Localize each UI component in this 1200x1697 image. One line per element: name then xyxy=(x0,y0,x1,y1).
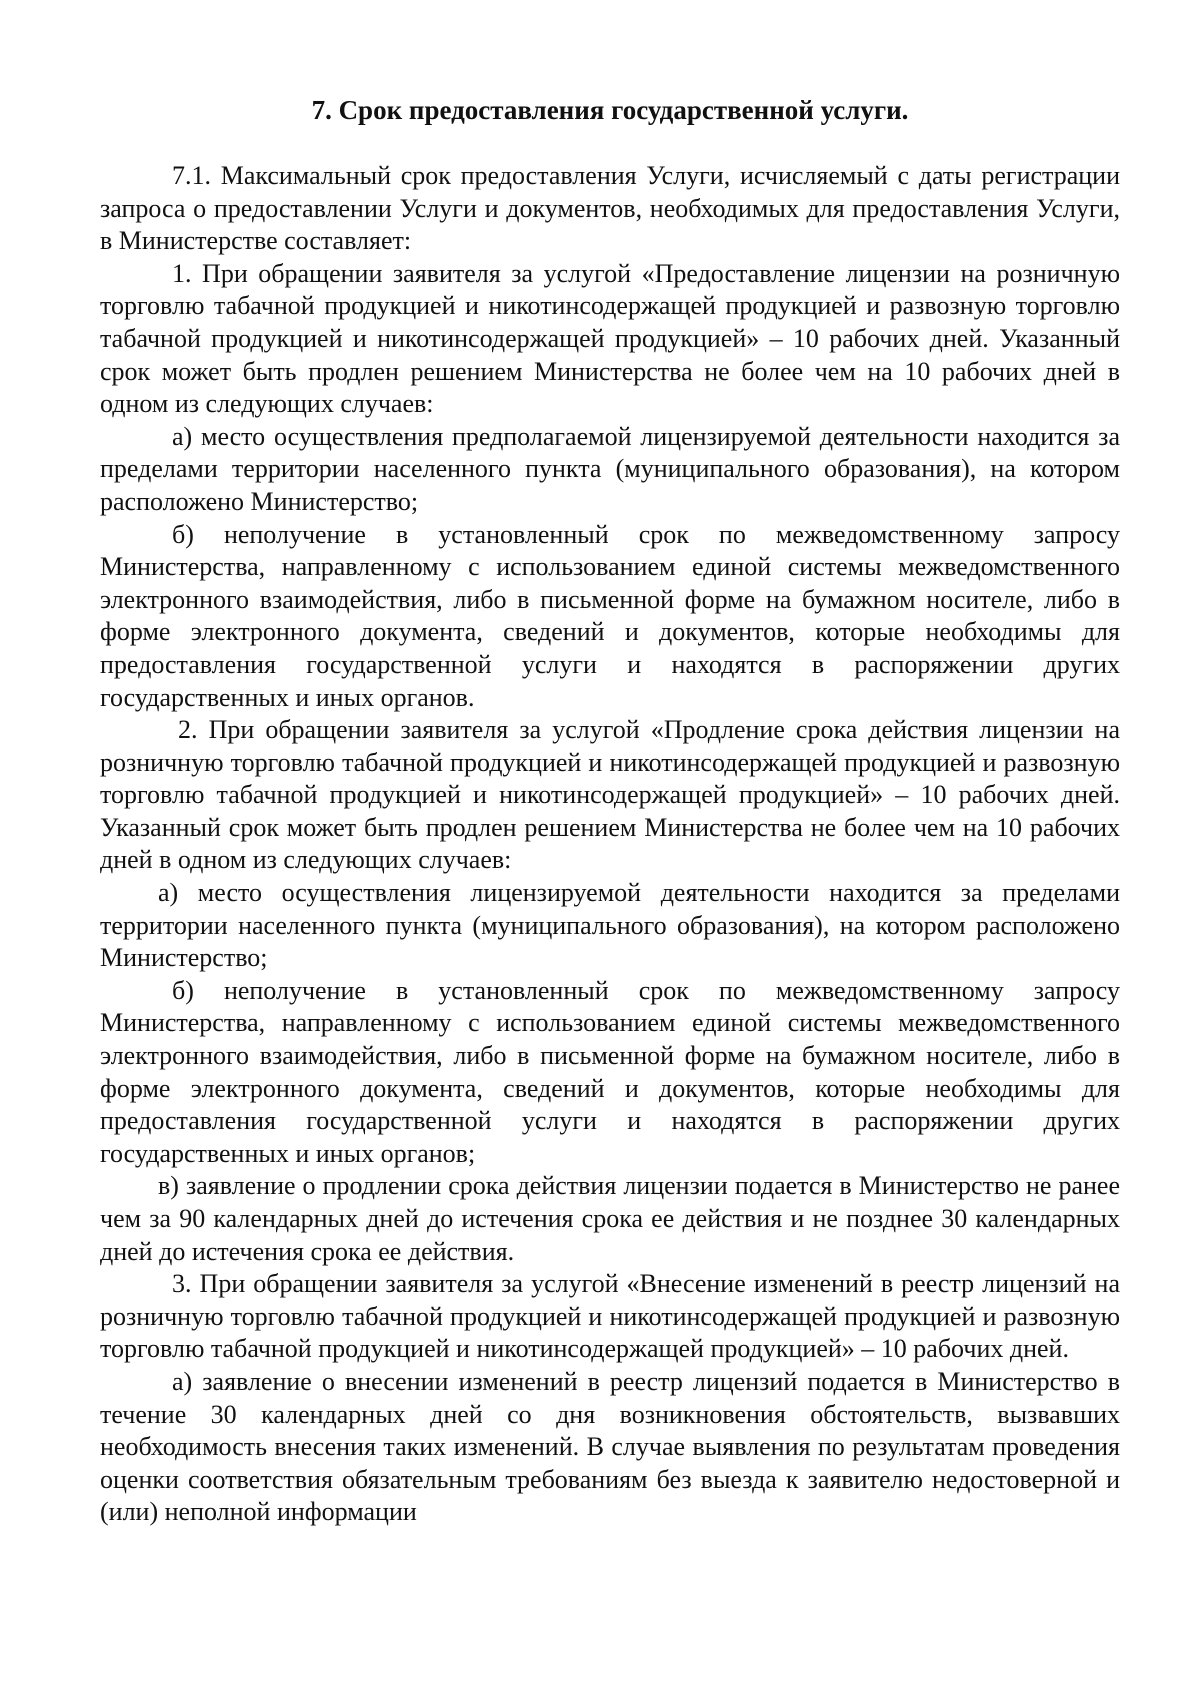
paragraph-item-2-v: в) заявление о продлении срока действия лицензии подается в Министерство не ранее чем за 90 календарных дней до истечения срока ее действия и не позднее 30 календарных дней до истечения срока ее действия. xyxy=(100,1171,1120,1266)
paragraph-item-2: 2. При обращении заявителя за услугой «Продление срока действия лицензии на розничную торговлю табачной продукцией и никотинсодержащей продукцией и развозную торговлю табачной продукцией и никотинсодержащей продукцией» – 10 рабочих дней. Указанный срок может быть продлен решением Министерства не более чем на 10 рабочих дней в одном из следующих случаев: xyxy=(100,715,1120,875)
paragraph-item-3: 3. При обращении заявителя за услугой «Внесение изменений в реестр лицензий на розничную торговлю табачной продукцией и никотинсодержащей продукцией и развозную торговлю табачной продукцией и никотинсодержащей продукцией» – 10 рабочих дней. xyxy=(100,1269,1120,1364)
paragraph-item-2-a: а) место осуществления лицензируемой деятельности находится за пределами территории населенного пункта (муниципального образования), на котором расположено Министерство; xyxy=(100,878,1120,973)
section-body xyxy=(100,160,1120,1529)
section-heading: 7. Срок предоставления государственной услуги. xyxy=(311,95,909,125)
paragraph-item-1-a: а) место осуществления предполагаемой лицензируемой деятельности находится за пределами территории населенного пункта (муниципального образования), на котором расположено Министерство; xyxy=(100,421,1120,516)
paragraph-item-2-b: б) неполучение в установленный срок по межведомственному запросу Министерства, направленному с использованием единой системы межведомственного электронного взаимодействия, либо в письменной форме на бумажном носителе, либо в форме электронного документа, сведений и документов, которые необходимы для предоставления государственной услуги и находятся в распоряжении других государственных и иных органов; xyxy=(100,975,1120,1168)
paragraph-item-3-a: а) заявление о внесении изменений в реестр лицензий подается в Министерство в течение 30 календарных дней со дня возникновения обстоятельств, вызвавших необходимость внесения таких изменений. В случае выявления по результатам проведения оценки соответствия обязательным требованиям без выезда к заявителю недостоверной и (или) неполной информации xyxy=(100,1366,1120,1527)
paragraph-item-1: 1. При обращении заявителя за услугой «Предоставление лицензии на розничную торговлю табачной продукцией и никотинсодержащей продукцией и развозную торговлю табачной продукцией и никотинсодержащей продукцией» – 10 рабочих дней. Указанный срок может быть продлен решением Министерства не более чем на 10 рабочих дней в одном из следующих случаев: xyxy=(100,258,1120,419)
paragraph-item-1-b: б) неполучение в установленный срок по межведомственному запросу Министерства, направленному с использованием единой системы межведомственного электронного взаимодействия, либо в письменной форме на бумажном носителе, либо в форме электронного документа, сведений и документов, которые необходимы для предоставления государственной услуги и находятся в распоряжении других государственных и иных органов. xyxy=(100,519,1120,712)
paragraph-7-1: 7.1. Максимальный срок предоставления Услуги, исчисляемый с даты регистрации запроса о предоставлении Услуги и документов, необходимых для предоставления Услуги, в Министерстве составляет: xyxy=(100,161,1120,256)
